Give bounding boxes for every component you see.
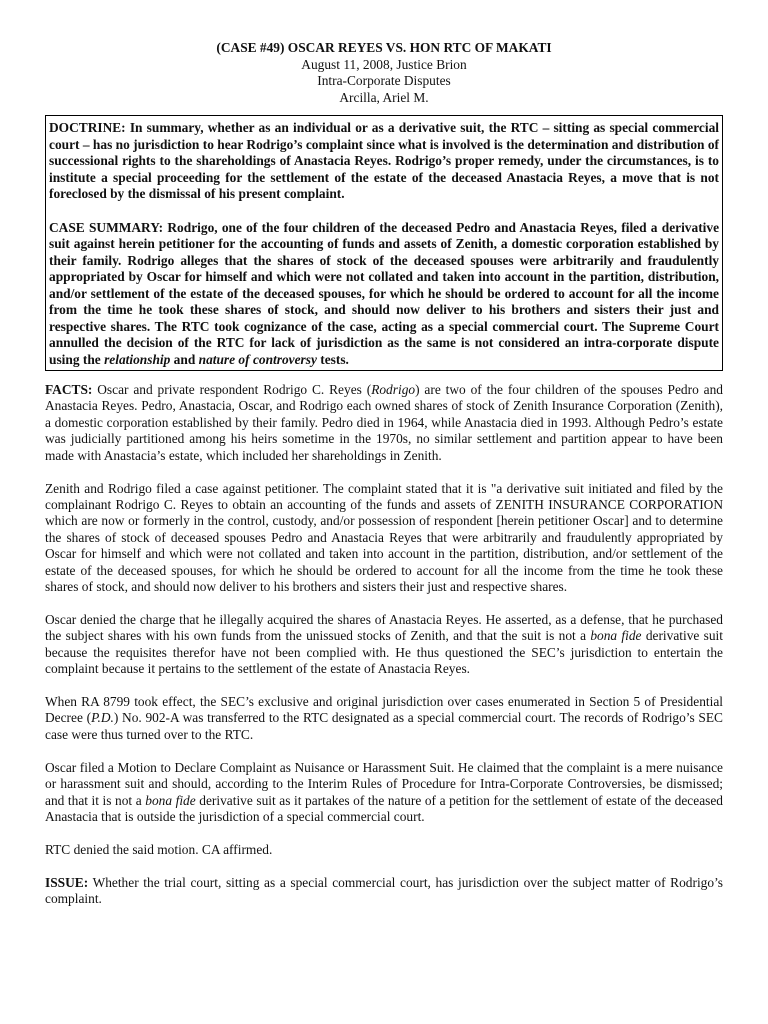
- case-title: (CASE #49) OSCAR REYES VS. HON RTC OF MAKATI: [216, 40, 552, 55]
- facts-p5-text-b: derivative suit as it partakes of the nature of a petition for the settlement of estate of the deceased Anastacia that is outside the jurisdiction of a special commercial court.: [45, 792, 723, 824]
- case-summary-tail: tests.: [320, 351, 349, 367]
- doctrine-label: DOCTRINE:: [49, 120, 126, 135]
- issue-label: ISSUE:: [45, 874, 89, 890]
- case-header: [45, 40, 723, 106]
- facts-paragraph-5: [45, 760, 723, 826]
- doctrine-text: In summary, whether as an individual or as a derivative suit, the RTC – sitting as special commercial court – has no jurisdiction to hear Rodrigo’s complaint since what is involved is the determination and distribution of successional rights to the shareholdings of Anastacia Reyes. Rodrigo’s proper remedy, under the circumstances, is to institute a special proceeding for the settlement of the estate of the deceased Anastacia Reyes, a move that is not foreclosed by the dismissal of his present complaint.: [49, 120, 719, 201]
- case-summary-italic-nature: nature of controversy: [198, 351, 317, 367]
- case-summary-text: Rodrigo, one of the four children of the deceased Pedro and Anastacia Reyes, filed a derivative suit against herein petitioner for the accounting of funds and assets of Zenith, a domestic corporation established by their family. Rodrigo alleges that the shares of stock of the deceased spouses were arbitrarily and fraudulently appropriated by Oscar for himself and which were not collated and taken into account in the partition, distribution, and/or settlement of the estate of the deceased spouses, for which he should be ordered to account for all the income from the time he took these shares of stock, and should now deliver to his brothers and sisters their just and respective shares. The RTC took cognizance of the case, acting as a special commercial court. The Supreme Court annulled the decision of the RTC for lack of jurisdiction as the same is not considered an intra-corporate dispute using the: [49, 219, 720, 367]
- facts-paragraph-6: RTC denied the said motion. CA affirmed.: [45, 841, 273, 857]
- case-date-justice: August 11, 2008, Justice Brion: [301, 56, 467, 72]
- case-summary-paragraph: [49, 220, 719, 369]
- facts-p3-text-b: derivative suit because the requisites therefor have not been complied with. He thus questioned the SEC’s jurisdiction to entertain the complaint because it pertains to the settlement of the estate of Anastacia Reyes.: [45, 628, 723, 677]
- facts-p1-italic: Rodrigo: [371, 382, 416, 397]
- facts-p5-text-a: Oscar filed a Motion to Declare Complaint as Nuisance or Harassment Suit. He claimed that the complaint is a mere nuisance or harassment suit and should, according to the Interim Rules of Procedure for Intra-Corporate Controversies, be dismissed; and that it is not a: [45, 759, 723, 808]
- facts-p5-italic: bona fide: [145, 792, 196, 808]
- doctrine-paragraph: [49, 120, 719, 203]
- case-summary-italic-relationship: relationship: [104, 351, 171, 367]
- facts-paragraph-2: Zenith and Rodrigo filed a case against petitioner. The complaint stated that it is "a derivative suit initiated and filed by the complainant Rodrigo C. Reyes to obtain an accounting of the funds and assets of ZENITH INSURANCE CORPORATION which are now or formerly in the control, custody, and/or possession of respondent [herein petitioner Oscar] and to determine the shares of stock of deceased spouses Pedro and Anastacia Reyes that were arbitrarily and fraudulently appropriated by Oscar for himself and which were not collated and taken into account in the partition, distribution, and/or settlement of the estate of the deceased spouses, for which he should be ordered to account for all the income from the time he took these shares of stock, and should now deliver to his brothers and sisters their just and respective shares.: [45, 480, 723, 594]
- facts-p4-italic: P.D.: [91, 710, 114, 726]
- facts-p3-text-a: Oscar denied the charge that he illegally acquired the shares of Anastacia Reyes. He asserted, as a defense, that he purchased the subject shares with his own funds from the unissued stocks of Zenith, and that the suit is not a: [45, 611, 723, 644]
- case-body: [45, 382, 723, 908]
- facts-p4-text-b: ) No. 902-A was transferred to the RTC designated as a special commercial court. The records of Rodrigo’s SEC case were thus turned over to the RTC.: [45, 710, 723, 742]
- issue-paragraph: [45, 875, 723, 908]
- case-summary-and: and: [173, 351, 196, 367]
- facts-paragraph-1: [45, 382, 723, 464]
- case-author: Arcilla, Ariel M.: [339, 89, 429, 105]
- facts-label: FACTS:: [45, 382, 93, 397]
- facts-p3-italic: bona fide: [590, 628, 642, 644]
- facts-p1-text-b: ) are two of the four children of the spouses Pedro and Anastacia Reyes. Pedro, Anastacia, Oscar, and Rodrigo each owned shares of stock of Zenith Insurance Corporation (Zenith), a domestic corporation established by their family. Pedro died in 1964, while Anastacia died in 1993. Although Pedro’s estate was judicially partitioned among his heirs sometime in the 1970s, no similar settlement and partition appear to have been made with Anastacia’s estate, which included her shareholdings in Zenith.: [45, 382, 723, 463]
- facts-p4-text-a: When RA 8799 took effect, the SEC’s exclusive and original jurisdiction over cases enumerated in Section 5 of Presidential Decree (: [45, 694, 723, 726]
- case-summary-label: CASE SUMMARY:: [49, 219, 164, 235]
- facts-paragraph-3: [45, 612, 723, 678]
- case-topic: Intra-Corporate Disputes: [317, 73, 451, 88]
- doctrine-summary-box: [45, 115, 723, 371]
- issue-text: Whether the trial court, sitting as a special commercial court, has jurisdiction over the subject matter of Rodrigo’s complaint.: [45, 874, 724, 907]
- facts-p1-text-a: Oscar and private respondent Rodrigo C. Reyes (: [97, 382, 372, 397]
- facts-paragraph-4: [45, 694, 723, 743]
